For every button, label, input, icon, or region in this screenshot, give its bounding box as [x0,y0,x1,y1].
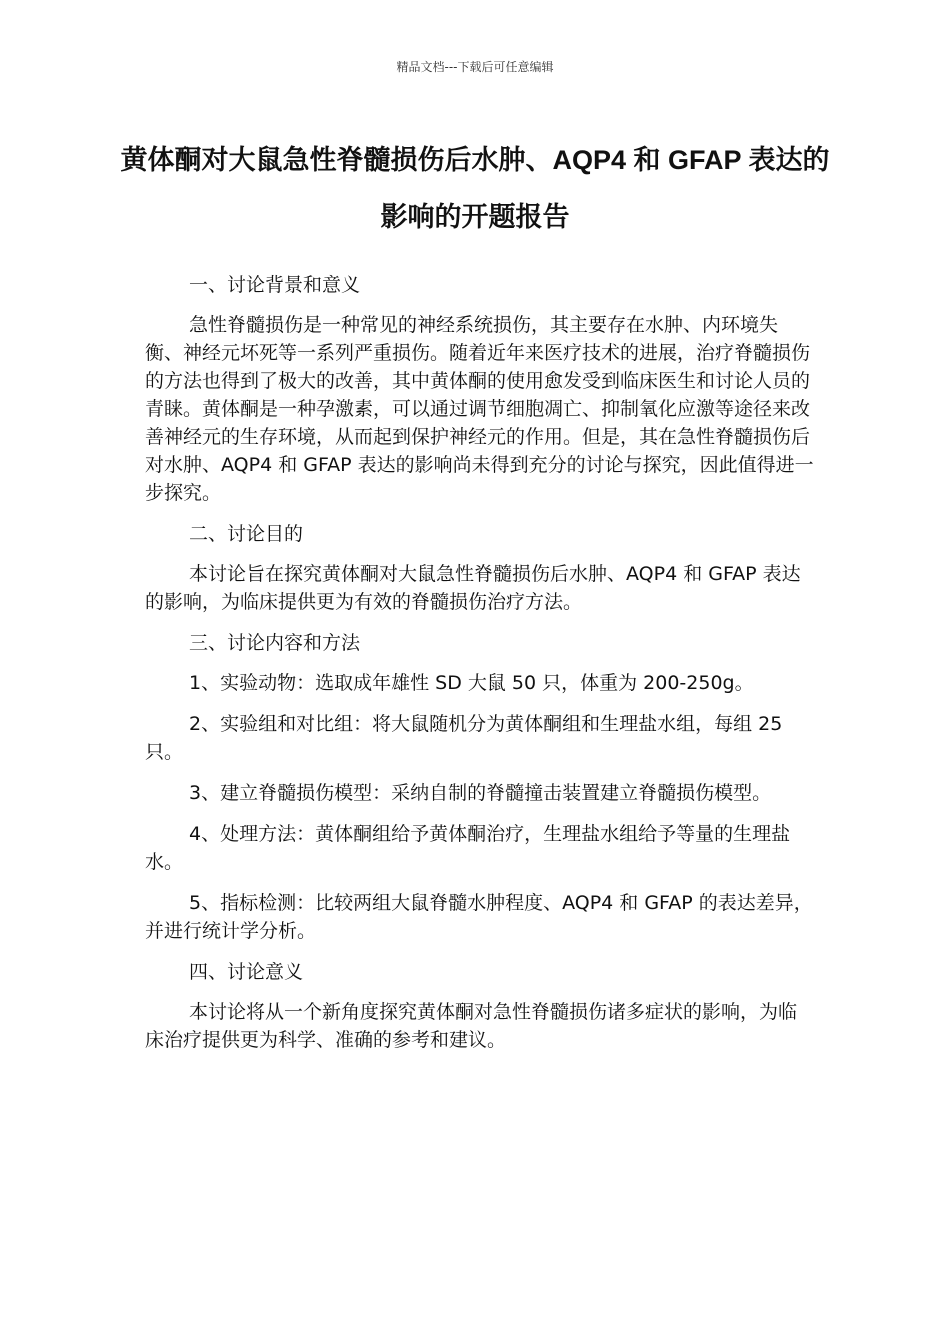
method-item-animals: 1、实验动物：选取成年雄性 SD 大鼠 50 只，体重为 200-250g。 [189,672,754,694]
header-note: 精品文档---下载后可任意编辑 [396,60,554,74]
paragraph-significance: 本讨论将从一个新角度探究黄体酮对急性脊髓损伤诸多症状的影响，为临床治疗提供更为科学、准确的参考和建议。 [145,1001,798,1051]
document-title: 黄体酮对大鼠急性脊髓损伤后水肿、AQP4 和 GFAP 表达的影响的开题报告 [120,145,830,232]
section-heading-purpose: 二、讨论目的 [189,523,304,545]
section-heading-background: 一、讨论背景和意义 [189,274,361,296]
method-item-treatment: 4、处理方法：黄体酮组给予黄体酮治疗，生理盐水组给予等量的生理盐水。 [145,823,791,873]
paragraph-background: 急性脊髓损伤是一种常见的神经系统损伤，其主要存在水肿、内环境失衡、神经元坏死等一系列严重损伤。随着近年来医疗技术的进展，治疗脊髓损伤的方法也得到了极大的改善，其中黄体酮的使用愈发受到临床医生和讨论人员的青睐。黄体酮是一种孕激素，可以通过调节细胞凋亡、抑制氧化应激等途径来改善神经元的生存环境，从而起到保护神经元的作用。但是，其在急性脊髓损伤后对水肿、AQP4 和 GFAP 表达的影响尚未得到充分的讨论与探究，因此值得进一步探究。 [145,314,814,504]
section-heading-methods: 三、讨论内容和方法 [189,632,361,654]
section-heading-significance: 四、讨论意义 [189,961,304,983]
method-item-groups: 2、实验组和对比组：将大鼠随机分为黄体酮组和生理盐水组，每组 25 只。 [145,713,783,763]
method-item-model: 3、建立脊髓损伤模型：采纳自制的脊髓撞击装置建立脊髓损伤模型。 [189,782,772,804]
document-body [145,271,815,1067]
paragraph-purpose: 本讨论旨在探究黄体酮对大鼠急性脊髓损伤后水肿、AQP4 和 GFAP 表达的影响，为临床提供更为有效的脊髓损伤治疗方法。 [145,563,801,613]
method-item-detection: 5、指标检测：比较两组大鼠脊髓水肿程度、AQP4 和 GFAP 的表达差异，并进行统计学分析。 [145,892,813,942]
